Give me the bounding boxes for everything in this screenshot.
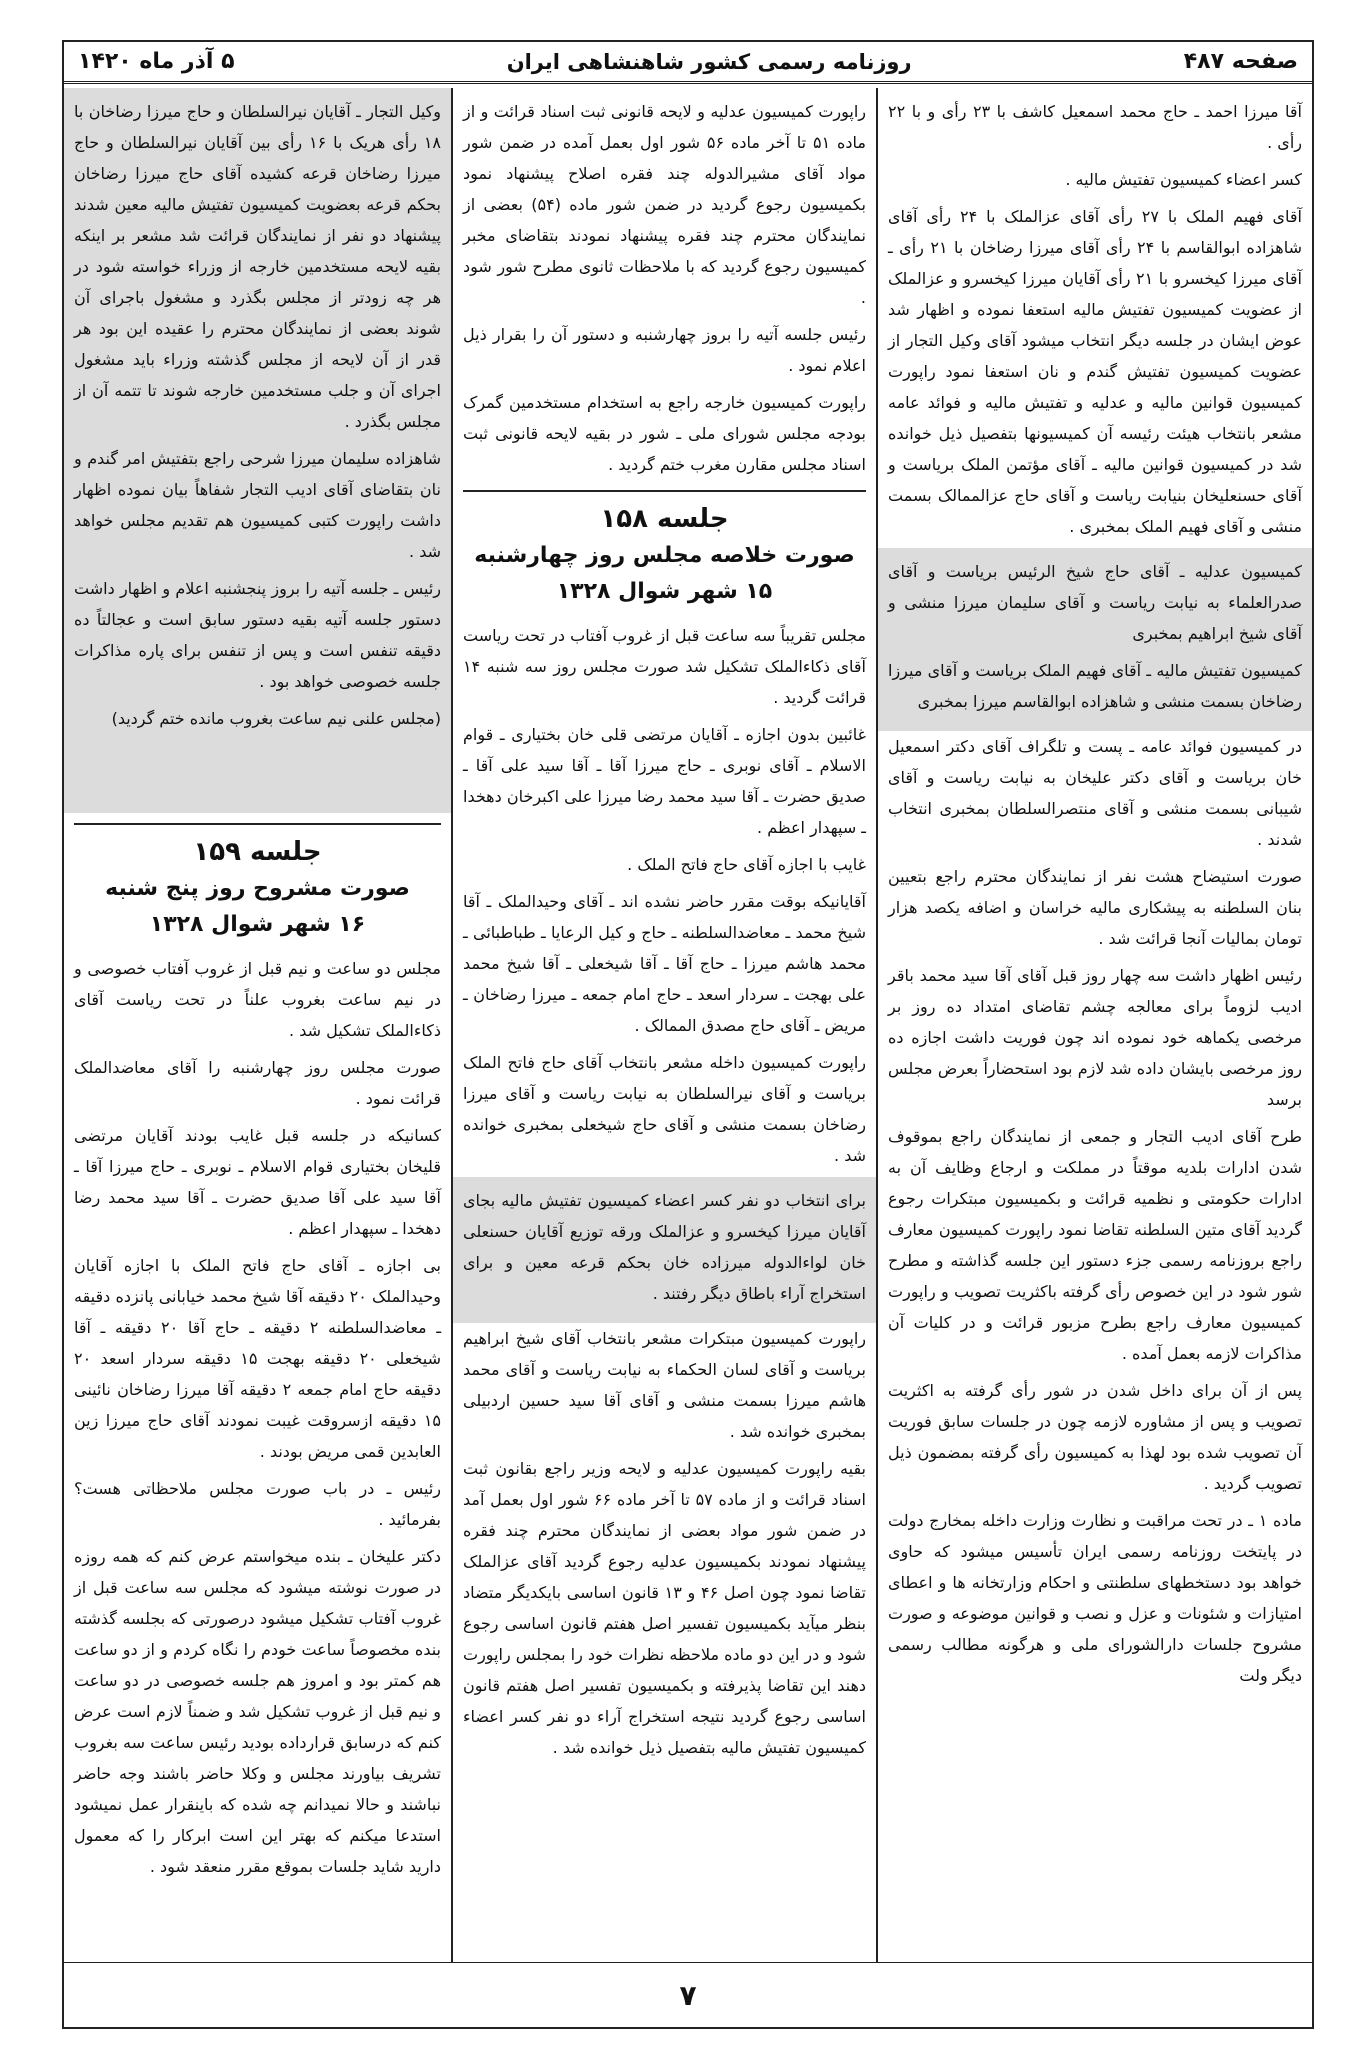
paragraph: راپورت کمیسیون مبتکرات مشعر بانتخاب آقای شیخ ابراهیم بریاست و آقای لسان الحکماء به نیابت ریاست و آقای محمد هاشم میرزا بسمت منشی و آقای آقا سید حسین اردبیلی بمخبری خوانده شد . bbox=[463, 1329, 866, 1441]
paragraph: آقایانیکه بوقت مقرر حاضر نشده اند ـ آقای وحیدالملک ـ آقا شیخ محمد ـ معاضدالسلطنه ـ حاج و کیل الرعایا ـ طباطبائی ـ محمد هاشم میرزا ـ حاج آقا ـ آقا شیخعلی ـ آقا شیخ محمد علی بهجت ـ سردار اسعد ـ حاج امام جمعه ـ میرزا رضاخان ـ مریض ـ آقای حاج مصدق الممالک . bbox=[463, 892, 866, 1035]
paragraph: راپورت کمیسیون خارجه راجع به استخدام مستخدمین گمرک بودجه مجلس شورای ملی ـ شور در بقیه لایحه قانونی ثبت اسناد مجلس مقارن مغرب ختم گردید . bbox=[463, 393, 866, 474]
session-title: صورت خلاصه مجلس روز چهارشنبه bbox=[474, 543, 855, 568]
paragraph: طرح آقای ادیب التجار و جمعی از نمایندگان راجع بموقوف شدن ادارات بلدیه موقتاً در مملکت و ارجاع وظایف آن به ادارات حکومتی و نظمیه قرائت و بکمیسیون مبتکرات رجوع گردید آقای متین السلطنه تقاضا نمود راپورت کمیسیون معارف راجع بروزنامه رسمی جزء دستور این جلسه گذاشته و مطرح شور شود در این خصوص رأی گرفته باکثریت تصویب و راپورت کمیسیون معارف راجع بطرح مزبور قرائت و در کلیات آن مذاکرات لازمه بعمل آمده . bbox=[888, 1127, 1302, 1363]
paragraph: پس از آن برای داخل شدن در شور رأی گرفته به اکثریت تصویب و پس از مشاوره لازمه چون در جلسات سابق فوریت آن تصویب شده بود لهذا به کمیسیون رأی گرفته بمضمون ذیل تصویب گردید . bbox=[888, 1381, 1302, 1493]
paragraph: رئیس ـ در باب صورت مجلس ملاحظاتی هست؟ بفرمائید . bbox=[74, 1479, 441, 1529]
paragraph: کسر اعضاء کمیسیون تفتیش مالیه . bbox=[1065, 170, 1302, 189]
session-number: جلسه ۱۵۹ bbox=[193, 837, 322, 867]
paragraph: ماده ۱ ـ در تحت مراقبت و نظارت وزارت داخله بمخارج دولت در پایتخت روزنامه رسمی ایران تأسیس میشود که حاوی خواهد بود دستخطهای سلطنتی و احکام وزارتخانه ها و اعطای امتیازات و شئونات و عزل و نصب و قوانین موضوعه و صورت مشروح جلسات دارالشورای ملی و هرگونه مطالب رسمی دیگر ولت bbox=[888, 1511, 1302, 1685]
paragraph: رئیس ـ جلسه آتیه را بروز پنجشنبه اعلام و اظهار داشت دستور جلسه آتیه بقیه دستور سابق است و عجالتاً ده دقیقه تنفس است و پس از تنفس برای پاره مذاکرات جلسه خصوصی خواهد بود . bbox=[74, 579, 441, 691]
page-label: صفحه ۴۸۷ bbox=[1183, 49, 1298, 74]
issue-date: ۵ آذر ماه ۱۴۲۰ bbox=[78, 49, 235, 74]
paragraph: راپورت کمیسیون عدلیه و لایحه قانونی ثبت اسناد قرائت و از ماده ۵۱ تا آخر ماده ۵۶ شور اول بعمل آمده در ضمن شور مواد آقای مشیرالدوله چند فقره اصلاح پیشنهاد نمود بکمیسیون رجوع گردید در ضمن شور ماده (۵۴) بعضی از نمایندگان محترم چند فقره پیشنهاد نمودند بتقاضای مخبر کمیسیون رجوع گردید که با ملاحظات ثانوی مطرح شور شود . bbox=[463, 102, 866, 307]
paragraph: صورت مجلس روز چهارشنبه را آقای معاضدالملک قرائت نمود . bbox=[74, 1058, 441, 1108]
highlighted-block bbox=[453, 1177, 876, 1323]
paragraph: وکیل التجار ـ آقایان نیرالسلطان و حاج میرزا رضاخان با ۱۸ رأی هریک با ۱۶ رأی بین آقایان نیرالسلطان و حاج میرزا رضاخان قرعه کشیده آقای حاج میرزا رضاخان بحکم قرعه بعضویت کمیسیون تفتیش مالیه معین شدند پیشنهاد دو نفر از نمایندگان قرائت شد مشعر بر اینکه بقیه لایحه مستخدمین خارجه از وزراء خواسته شود در هر چه زودتر از مجلس بگذرد و مشغول باجرای آن شوند بعضی از نمایندگان محترم را عقیده این بود هر قدر از آن لایحه از مجلس گذشته وزراء باید مشغول اجرای آن و جلب مستخدمین خارجه شوند تا تتمه آن از مجلس بگذرد . bbox=[74, 102, 441, 431]
paragraph: آقا میرزا احمد ـ حاج محمد اسمعیل کاشف با ۲۳ رأی و با ۲۲ رأی . bbox=[888, 102, 1302, 152]
paragraph: شاهزاده سلیمان میرزا شرحی راجع بتفتیش امر گندم و نان بتقاضای آقای ادیب التجار شفاهاً بیان نموده اظهار داشت راپورت کتبی کمیسیون هم تقدیم مجلس خواهد شد . bbox=[74, 449, 441, 561]
paragraph: (مجلس علنی نیم ساعت بغروب مانده ختم گردید) bbox=[111, 709, 441, 728]
column-middle bbox=[451, 88, 876, 1963]
paragraph: رئیس اظهار داشت سه چهار روز قبل آقای آقا سید محمد باقر ادیب لزوماً برای معالجه چشم تقاضای امتداد ده روز بر مرخصی یکماهه خود نموده اند چون فوریت داشت اجازه ده روز مرخصی بایشان داده شد لازم بود استحضاراً بعرض مجلس برسد bbox=[888, 966, 1302, 1109]
paragraph: مجلس دو ساعت و نیم قبل از غروب آفتاب خصوصی و در نیم ساعت بغروب علناً در تحت ریاست آقای ذکاءالملک تشکیل شد . bbox=[74, 959, 441, 1040]
column-right bbox=[876, 88, 1312, 1963]
paragraph: بی اجازه ـ آقای حاج فاتح الملک با اجازه آقایان وحیدالملک ۲۰ دقیقه آقا شیخ محمد خیابانی پانزده دقیقه ـ معاضدالسلطنه ۲ دقیقه ـ حاج آقا ۲۰ دقیقه ـ آقا شیخعلی ۲۰ دقیقه بهجت ۱۵ دقیقه سردار اسعد ۲۰ دقیقه حاج امام جمعه ۲ دقیقه آقا میرزا رضاخان نائینی ۱۵ دقیقه ازسروقت غیبت نمودند آقای حاج میرزا زین العابدین قمی مریض بودند . bbox=[74, 1256, 442, 1461]
session-heading-158 bbox=[463, 490, 866, 610]
column-left bbox=[64, 88, 451, 1963]
newspaper-title: روزنامه رسمی کشور شاهنشاهی ایران bbox=[506, 49, 912, 74]
newspaper-page bbox=[62, 40, 1314, 2029]
paragraph: کمیسیون عدلیه ـ آقای حاج شیخ الرئیس بریاست و آقای صدرالعلماء به نیابت ریاست و آقای سلیمان میرزا منشی و آقای شیخ ابراهیم بمخبری bbox=[888, 562, 1302, 643]
paragraph: آقای فهیم الملک با ۲۷ رأی آقای عزالملک با ۲۴ رأی آقای شاهزاده ابوالقاسم با ۲۴ رأی آقای میرزا رضاخان با ۲۱ رأی ـ آقای میرزا کیخسرو با ۲۱ رأی آقایان میرزا کیخسرو و عزالملک از عضویت کمیسیون تفتیش مالیه استعفا نموده و اظهار شد عوض ایشان در جلسه دیگر انتخاب میشود آقای وکیل التجار از عضویت کمیسیون تفتیش گندم و نان استعفا نمود راپورت کمیسیون قوانین مالیه و عدلیه و تفتیش مالیه و فوائد عامه مشعر بانتخاب هیئت رئیسه آن کمیسیونها بتفصیل ذیل خوانده شد در کمیسیون قوانین مالیه ـ آقای مؤتمن الملک بریاست و آقای حسنعلیخان بنیابت ریاست و آقای حاج عزالممالک بسمت منشی و آقای فهیم الملک بمخبری . bbox=[888, 207, 1303, 536]
paragraph: غائبین بدون اجازه ـ آقایان مرتضی قلی خان بختیاری ـ قوام الاسلام ـ آقای نوبری ـ حاج میرزا آقا ـ آقا سید علی آقا ـ صدیق حضرت ـ آقا سید محمد رضا میرزا علی اکبرخان دهخدا ـ سپهدار اعظم . bbox=[463, 725, 866, 837]
paragraph: صورت استیضاح هشت نفر از نمایندگان محترم راجع بتعیین بنان السلطنه به پیشکاری مالیه خراسان و اضافه یکصد هزار تومان بمالیات آنجا قرائت شد . bbox=[888, 867, 1302, 948]
paragraph: راپورت کمیسیون داخله مشعر بانتخاب آقای حاج فاتح الملک بریاست و آقای نیرالسلطان به نیابت ریاست و آقای میرزا رضاخان بسمت منشی و آقای حاج شیخعلی بمخبری خوانده شد . bbox=[463, 1053, 866, 1165]
session-heading-159 bbox=[74, 823, 441, 943]
session-number: جلسه ۱۵۸ bbox=[600, 504, 729, 534]
masthead bbox=[64, 42, 1312, 84]
highlighted-block bbox=[878, 548, 1312, 731]
paragraph: رئیس جلسه آتیه را بروز چهارشنبه و دستور آن را بقرار ذیل اعلام نمود . bbox=[463, 325, 866, 375]
paragraph: در کمیسیون فوائد عامه ـ پست و تلگراف آقای دکتر اسمعیل خان بریاست و آقای دکتر علیخان به نیابت ریاست و آقای شیبانی بسمت منشی و آقای منتصرالسلطان بمخبری انتخاب شدند . bbox=[888, 737, 1302, 849]
highlighted-block bbox=[64, 88, 451, 813]
session-date: ۱۶ شهر شوال ۱۳۲۸ bbox=[149, 912, 366, 937]
paragraph: مجلس تقریباً سه ساعت قبل از غروب آفتاب در تحت ریاست آقای ذکاءالملک تشکیل شد صورت مجلس روز سه شنبه ۱۴ قرائت گردید . bbox=[463, 626, 866, 707]
paragraph: کسانیکه در جلسه قبل غایب بودند آقایان مرتضی قلیخان بختیاری قوام الاسلام ـ نوبری ـ حاج میرزا آقا ـ آقا سید علی آقا صدیق حضرت ـ آقا سید محمد رضا دهخدا ـ سپهدار اعظم . bbox=[74, 1126, 441, 1238]
session-title: صورت مشروح روز پنج شنبه bbox=[105, 876, 410, 901]
paragraph: غایب با اجازه آقای حاج فاتح الملک . bbox=[627, 855, 866, 874]
page-footer bbox=[64, 1962, 1312, 2027]
paragraph: بقیه راپورت کمیسیون عدلیه و لایحه وزیر راجع بقانون ثبت اسناد قرائت و از ماده ۵۷ تا آخر ماده ۶۶ شور اول بعمل آمد در ضمن شور مواد بعضی از نمایندگان محترم چند فقره پیشنهاد نمودند بکمیسیون عدلیه رجوع گردید آقای عزالملک تقاضا نمود چون اصل ۴۶ و ۱۳ قانون اساسی بایکدیگر متضاد بنظر میآید بکمیسیون تفسیر اصل هفتم قانون اساسی رجوع شود و در این دو ماده ملاحظه نظرات خود را بمجلس راپورت دهند این تقاضا پذیرفته و بکمیسیون تفسیر اصل هفتم قانون اساسی رجوع گردید نتیجه استخراج آراء دو نفر کسر اعضاء کمیسیون تفتیش مالیه بتفصیل ذیل خوانده شد . bbox=[463, 1459, 866, 1757]
paragraph: برای انتخاب دو نفر کسر اعضاء کمیسیون تفتیش مالیه بجای آقایان میرزا کیخسرو و عزالملک ورقه توزیع آقایان حسنعلی خان لواءالدوله میرزاده خان بحکم قرعه معین و برای استخراج آراء باطاق دیگر رفتند . bbox=[463, 1191, 866, 1303]
page-number: ۷ bbox=[679, 1978, 697, 2012]
paragraph: کمیسیون تفتیش مالیه ـ آقای فهیم الملک بریاست و آقای میرزا رضاخان بسمت منشی و شاهزاده ابوالقاسم میرزا بمخبری bbox=[888, 661, 1302, 711]
session-date: ۱۵ شهر شوال ۱۳۲۸ bbox=[556, 579, 773, 604]
paragraph: دکتر علیخان ـ بنده میخواستم عرض کنم که همه روزه در صورت نوشته میشود که مجلس سه ساعت قبل از غروب آفتاب تشکیل میشود درصورتی که بجلسه گذشته بنده مخصوصاً ساعت خودم را نگاه کردم و از دو ساعت هم کمتر بود و امروز هم جلسه خصوصی در دو ساعت و نیم قبل از غروب تشکیل شد و ضمناً لازم است عرض کنم که درسابق قرارداده بودید رئیس ساعت سه بغروب تشریف بیاورند مجلس و وکلا حاضر باشند وجه حاضر نباشند و حالا نمیدانم چه شده که باینقرار عمل نمیشود استدعا میکنم که بهتر این است ابرکار را که معمول دارید شاید جلسات بموقع مقرر منعقد شود . bbox=[74, 1547, 441, 1876]
